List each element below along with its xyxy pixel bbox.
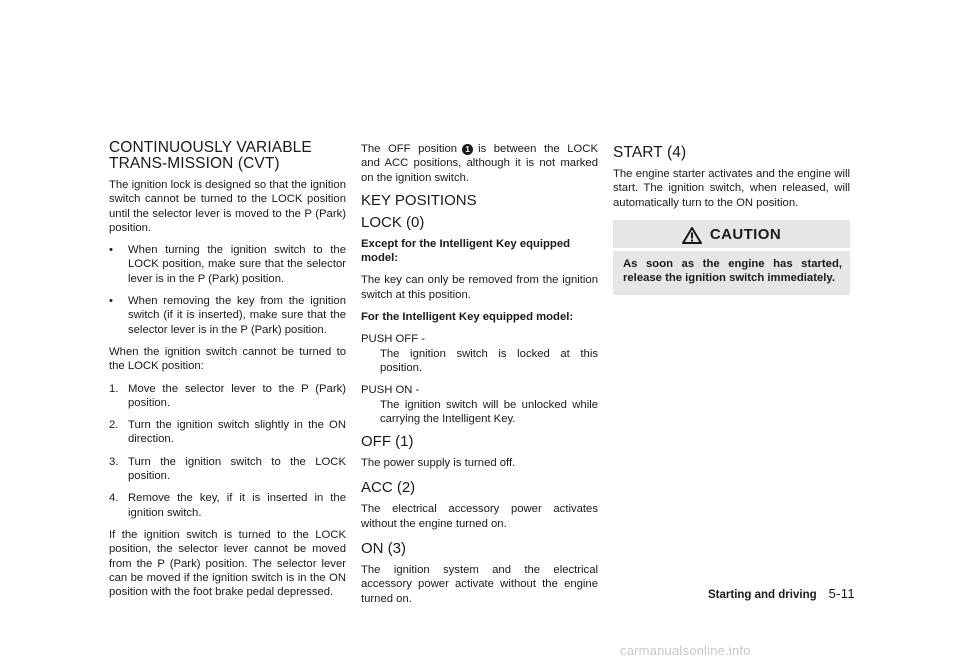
column-middle: [361, 142, 598, 614]
bullet-text: When turning the ignition switch to the LOCK position, make sure that the selector lever is in the P (Park) position.: [128, 244, 346, 285]
key-positions-heading: KEY POSITIONS: [361, 191, 477, 209]
step-text: Turn the ignition switch to the LOCK position.: [128, 455, 346, 483]
step-text: Remove the key, if it is inserted in the ignition switch.: [128, 492, 346, 519]
lock-heading: LOCK (0): [361, 213, 425, 231]
warning-triangle-icon: [682, 227, 702, 244]
except-text: The key can only be removed from the ignition switch at this position.: [361, 274, 598, 301]
bullet-item: [109, 294, 346, 337]
start-heading: START (4): [613, 144, 687, 161]
cvt-heading: CONTINUOUSLY VARIABLE TRANS-MISSION (CVT): [109, 139, 312, 172]
acc-text: The electrical accessory power activates without the engine turned on.: [361, 503, 598, 530]
caution-title: CAUTION: [709, 226, 782, 244]
push-off-text: The ignition switch is locked at this position.: [380, 347, 598, 374]
step-number: 2.: [109, 419, 119, 432]
lock-lead: When the ignition switch cannot be turned to the LOCK position:: [109, 345, 346, 373]
except-label: Except for the Intelligent Key equipped model:: [361, 237, 571, 265]
bullet-text: When removing the key from the ignition switch (if it is inserted), make sure that the selector lever is in the P (Park) position.: [128, 295, 346, 336]
acc-heading: ACC (2): [361, 479, 416, 497]
push-on-term: PUSH ON -: [361, 384, 420, 397]
caution-box: [613, 220, 850, 295]
position-marker-icon: 1: [462, 144, 473, 155]
start-text: The engine starter activates and the engine will start. The ignition switch, when released, will automatically turn to the ON position.: [613, 168, 850, 209]
page-footer: [708, 586, 855, 601]
on-heading: ON (3): [361, 540, 406, 558]
column-right: [613, 145, 850, 295]
off-position-text-before: The OFF position: [361, 143, 458, 155]
step-item: [109, 418, 346, 447]
ikey-label: For the Intelligent Key equipped model:: [361, 311, 574, 324]
step-text: Turn the ignition switch slightly in the ON direction.: [128, 419, 346, 446]
bullet-marker: •: [109, 244, 113, 257]
off-position-text-after: is between the LOCK and ACC positions, although it is not marked on the ignition switch.: [361, 143, 598, 184]
caution-header: [613, 220, 850, 248]
column-left: [109, 140, 346, 607]
on-text: The ignition system and the electrical accessory power activate without the engine turned on.: [361, 564, 598, 605]
step-text: Move the selector lever to the P (Park) position.: [128, 382, 346, 409]
push-on-text: The ignition switch will be unlocked while carrying the Intelligent Key.: [380, 398, 598, 425]
step-number: 3.: [109, 455, 119, 468]
cvt-closing: If the ignition switch is turned to the LOCK position, the selector lever cannot be moved from the P (Park) position. The selector lever can be moved if the ignition switch is in the ON position with the foot brake pedal depressed.: [109, 528, 346, 599]
off-text: The power supply is turned off.: [361, 457, 516, 470]
page-number: 5-11: [828, 586, 855, 601]
step-number: 4.: [109, 492, 119, 505]
caution-text: As soon as the engine has started, release the ignition switch immediately.: [623, 257, 842, 285]
watermark: carmanualsonline.info: [620, 643, 751, 658]
off-heading: OFF (1): [361, 433, 414, 451]
off-position-note: [361, 142, 598, 185]
step-item: [109, 491, 346, 520]
step-item: [109, 455, 346, 484]
step-number: 1.: [109, 382, 119, 395]
bullet-item: [109, 243, 346, 286]
footer-section: Starting and driving: [708, 589, 817, 601]
step-item: [109, 382, 346, 411]
cvt-intro: The ignition lock is designed so that the ignition switch cannot be turned to the LOCK position until the selector lever is moved to the P (Park) position.: [109, 179, 346, 234]
push-off-term: PUSH OFF -: [361, 333, 426, 346]
bullet-marker: •: [109, 295, 113, 308]
